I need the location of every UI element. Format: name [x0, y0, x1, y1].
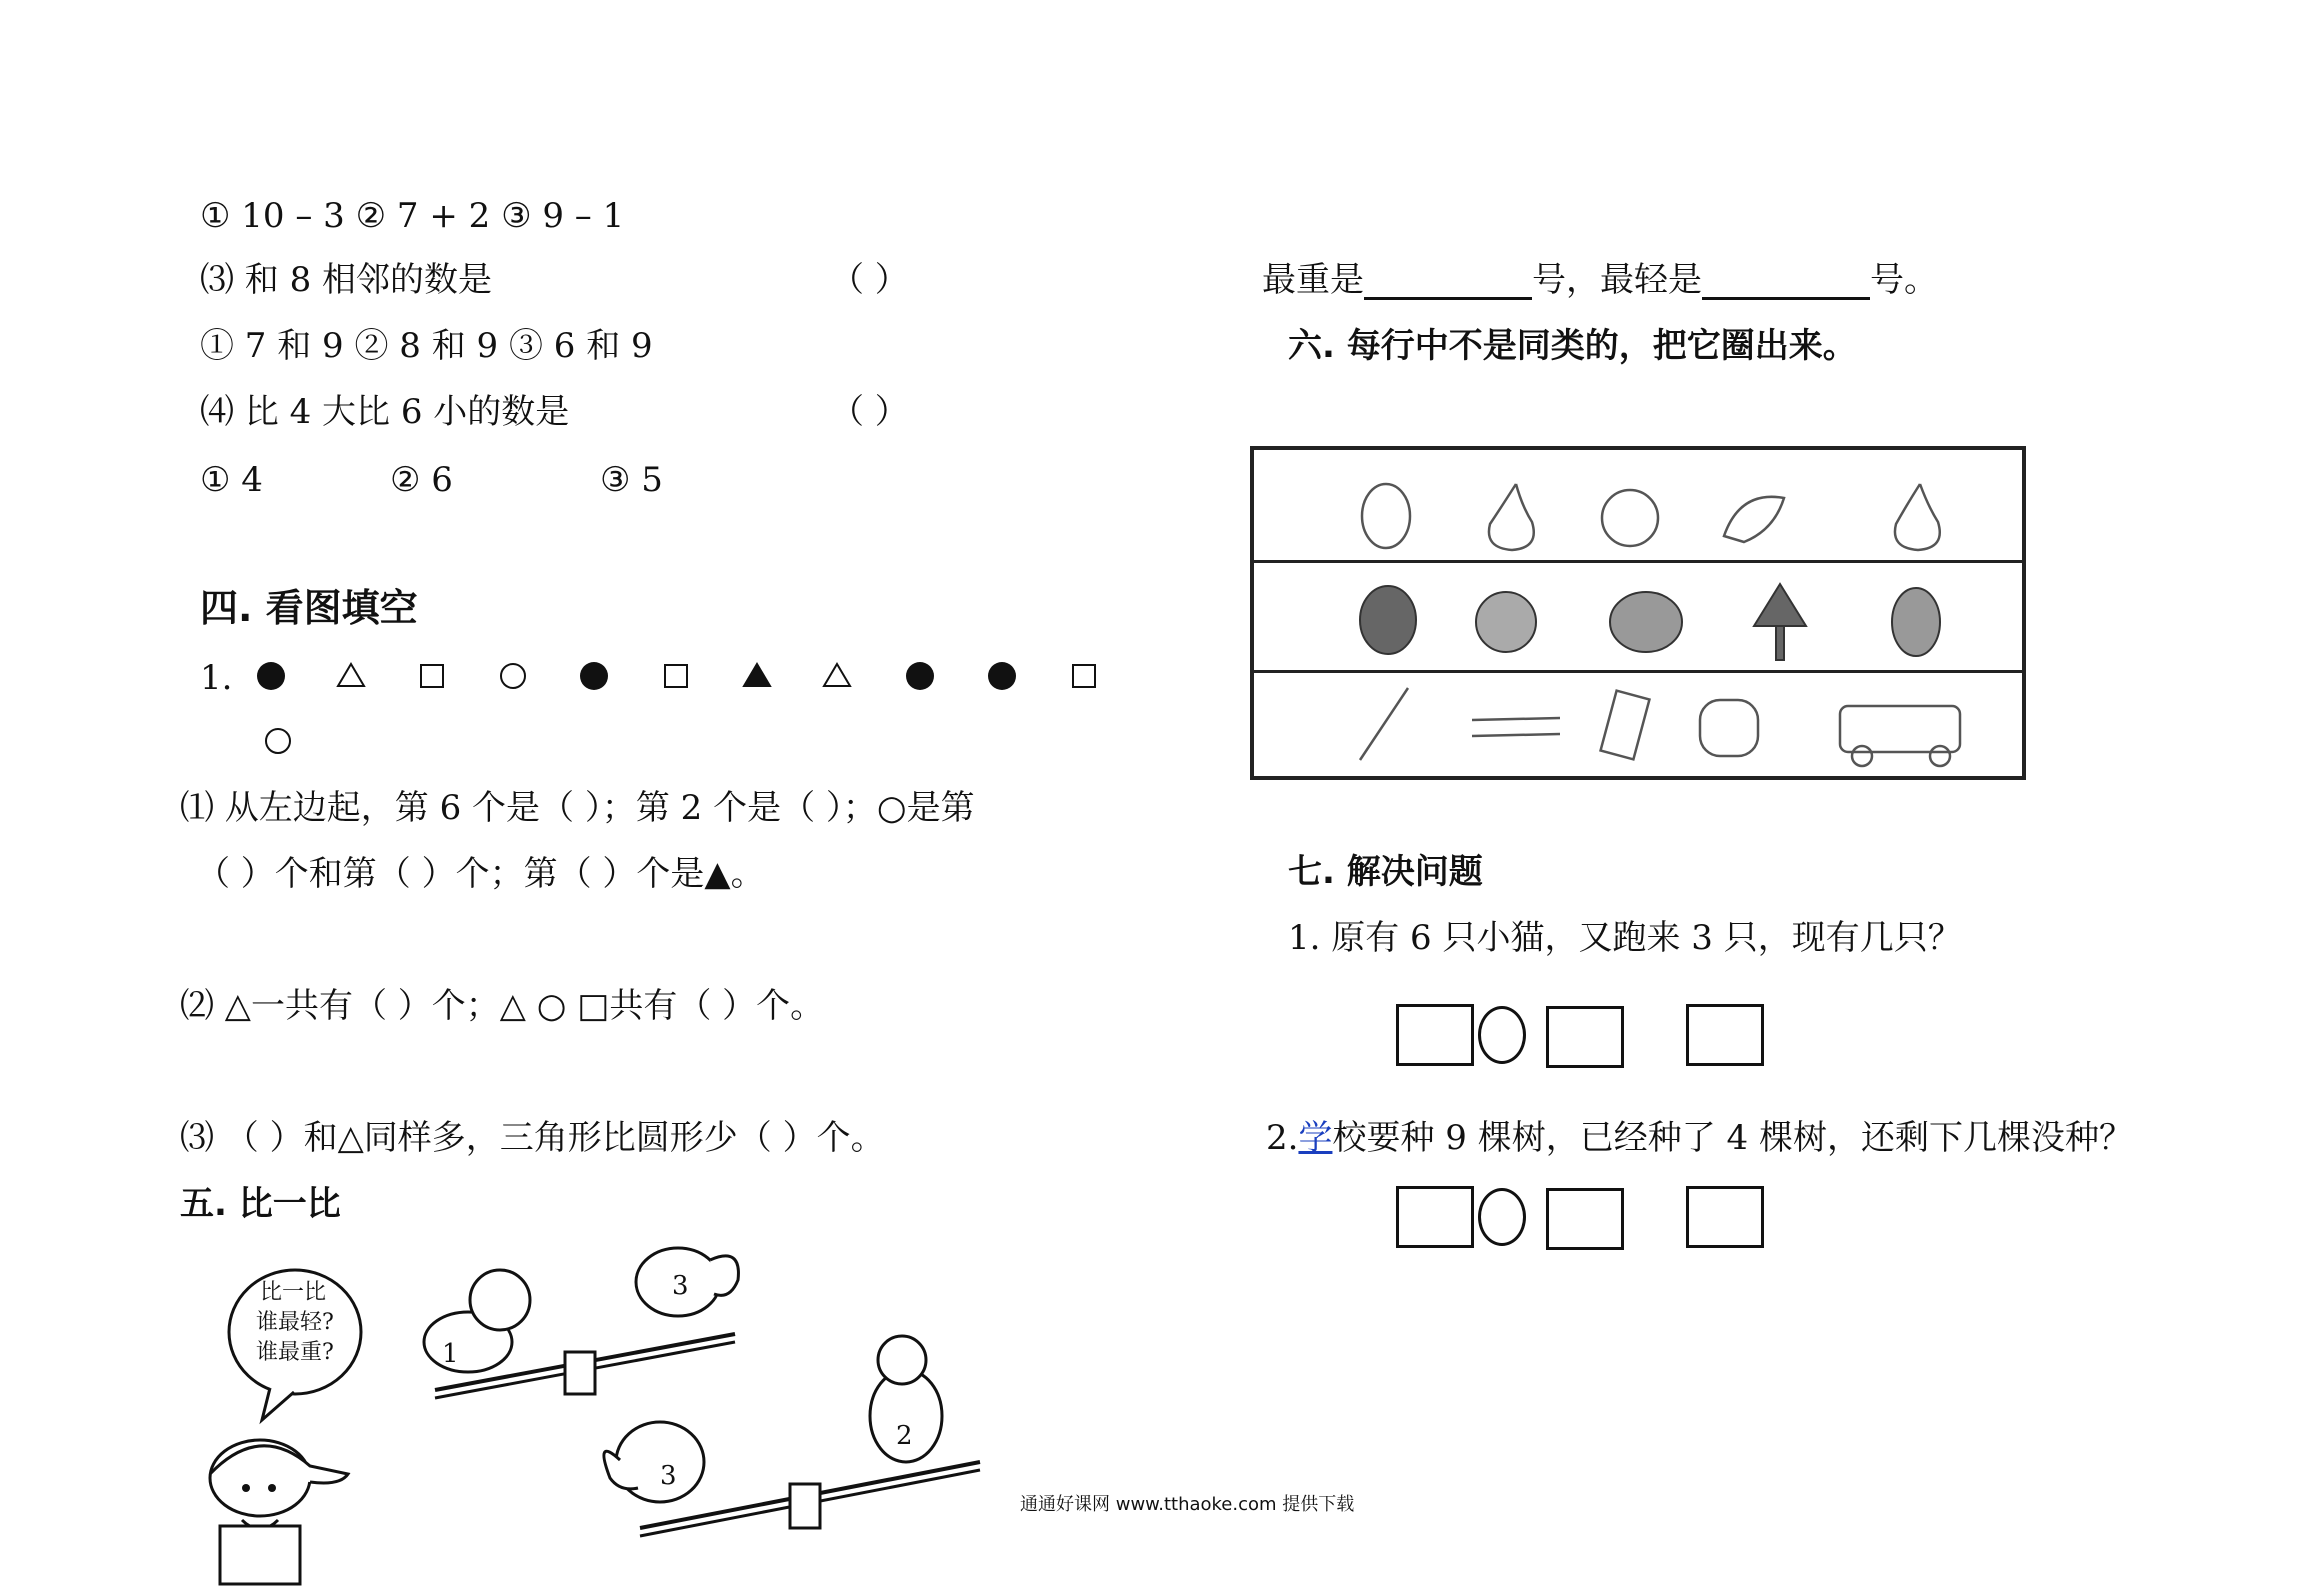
- answer-box[interactable]: [1396, 1004, 1474, 1066]
- answer-box[interactable]: [1546, 1006, 1624, 1068]
- lightest-blank[interactable]: [1702, 265, 1870, 300]
- filled-circle-shape: [580, 662, 608, 690]
- triangle-shape: [822, 662, 852, 688]
- square-shape: [420, 664, 444, 688]
- s4-part3: ⑶ （ ）和△同样多，三角形比圆形少（ ）个。: [180, 1118, 885, 1158]
- filled-circle-shape: [257, 662, 285, 690]
- speech-line-2: 谁最轻?: [256, 1310, 334, 1335]
- q4-answer-paren[interactable]: （ ）: [830, 392, 909, 432]
- q4-option-1: ① 4: [200, 460, 263, 500]
- shape-sequence-label: 1.: [200, 658, 233, 698]
- circle-shape: [500, 663, 526, 689]
- tape-icon: [1700, 700, 1758, 756]
- circle-shape: [265, 728, 291, 754]
- ruler-icon: [1472, 718, 1560, 720]
- q2-options: ① 10 – 3 ② 7 + 2 ③ 9 – 1: [200, 196, 625, 236]
- school-link[interactable]: 学: [1298, 1118, 1333, 1158]
- answer-box[interactable]: [1686, 1004, 1764, 1066]
- filled-triangle-shape: [742, 662, 772, 688]
- filled-circle-shape: [906, 662, 934, 690]
- animal-number-3-bottom: 3: [660, 1461, 677, 1491]
- s4-part1-line2: （ ）个和第（ ）个；第（ ）个是▲。: [196, 854, 765, 894]
- pear-icon-2: [1895, 484, 1940, 550]
- orange-icon: [1602, 490, 1658, 546]
- q4-stem: ⑷ 比 4 大比 6 小的数是: [200, 392, 570, 432]
- heaviest-lightest-line: [1262, 260, 1938, 300]
- pear-icon: [1489, 484, 1534, 550]
- operator-circle[interactable]: [1478, 1188, 1526, 1246]
- q3-options: ① 7 和 9 ② 8 和 9 ③ 6 和 9: [200, 326, 653, 366]
- mushroom-icon: [1754, 584, 1806, 660]
- section-6-title: 六. 每行中不是同类的，把它圈出来。: [1288, 326, 1857, 366]
- square-shape: [664, 664, 688, 688]
- animal-number-1: 1: [442, 1339, 459, 1369]
- answer-box[interactable]: [1686, 1186, 1764, 1248]
- speech-line-1: 比一比: [260, 1280, 327, 1305]
- speech-line-3: 谁最重?: [256, 1340, 334, 1365]
- bear-icon: [1360, 586, 1416, 654]
- elephant-icon: [1476, 592, 1536, 652]
- lion-icon: [1892, 588, 1940, 656]
- q4-option-2: ② 6: [390, 460, 453, 500]
- odd-one-out-pictures: [1254, 450, 2022, 776]
- section-5-title: 五. 比一比: [180, 1184, 341, 1224]
- hao-label-1: 号，: [1532, 260, 1600, 300]
- s7-question-1: 1. 原有 6 只小猫，又跑来 3 只，现有几只？: [1288, 918, 1962, 958]
- seesaw-illustration: [190, 1230, 1010, 1590]
- odd-one-out-table: [1250, 446, 2026, 780]
- s7-q2-text: 校要种 9 棵树，已经种了 4 棵树，还剩下几棵没种？: [1332, 1118, 2133, 1158]
- triangle-shape: [336, 662, 366, 688]
- q3-answer-paren[interactable]: （ ）: [830, 260, 909, 300]
- hao-label-2: 号。: [1870, 260, 1938, 300]
- answer-box[interactable]: [1396, 1186, 1474, 1248]
- heaviest-label: 最重是: [1262, 260, 1364, 300]
- animal-number-2: 2: [896, 1421, 913, 1451]
- pencil-icon: [1360, 688, 1408, 760]
- square-shape: [1072, 664, 1096, 688]
- footer-credit: 通通好课网 www.tthaoke.com 提供下载: [1020, 1494, 1355, 1515]
- eraser-icon: [1601, 691, 1650, 760]
- lightest-label: 最轻是: [1600, 260, 1702, 300]
- answer-box[interactable]: [1546, 1188, 1624, 1250]
- s4-part2: ⑵ △一共有（ ）个；△ ○ □共有（ ）个。: [180, 986, 825, 1026]
- q4-option-3: ③ 5: [600, 460, 663, 500]
- fruit-icon: [1362, 484, 1410, 548]
- animal-number-3-top: 3: [672, 1271, 689, 1301]
- ruler-icon-2: [1472, 734, 1560, 736]
- operator-circle[interactable]: [1478, 1006, 1526, 1064]
- s4-part1-line1: ⑴ 从左边起，第 6 个是（ ）；第 2 个是（ ）；○是第: [180, 788, 975, 828]
- section-7-title: 七. 解决问题: [1288, 852, 1483, 892]
- s7-question-2: [1266, 1118, 2133, 1158]
- tiger-icon: [1610, 592, 1682, 652]
- heaviest-blank[interactable]: [1364, 265, 1532, 300]
- s7-q2-number: 2.: [1266, 1118, 1299, 1158]
- filled-circle-shape: [988, 662, 1016, 690]
- section-4-title: 四. 看图填空: [200, 586, 418, 630]
- cabbage-icon: [1724, 497, 1784, 542]
- q3-stem: ⑶ 和 8 相邻的数是: [200, 260, 493, 300]
